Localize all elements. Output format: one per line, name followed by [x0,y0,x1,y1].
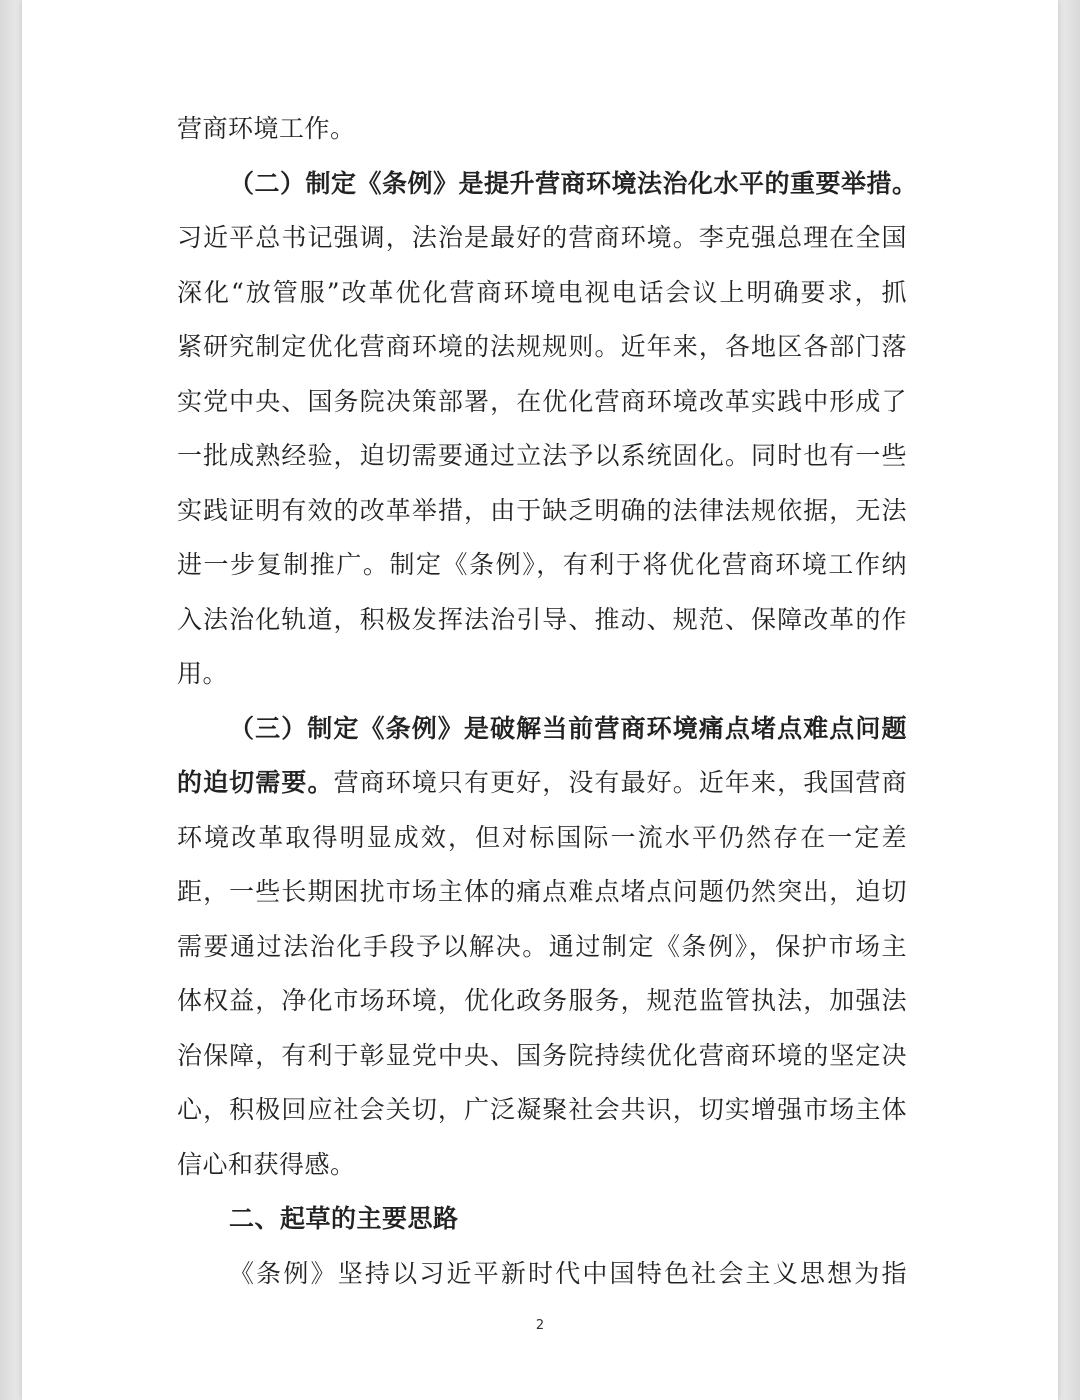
text-line: 体权益，净化市场环境，优化政务服务，规范监管执法，加强法 [177,986,907,1015]
section-heading-3: （三）制定《条例》是破解当前营商环境痛点堵点难点问题 [229,713,907,743]
document-page [22,0,1058,1400]
text-line: 治保障，有利于彰显党中央、国务院持续优化营商环境的坚定决 [177,1040,907,1070]
text-line: 一批成熟经验，迫切需要通过立法予以系统固化。同时也有一些 [177,441,907,470]
text-line: 信心和获得感。 [177,1149,356,1179]
text-line: 进一步复制推广。制定《条例》，有利于将优化营商环境工作纳 [177,550,907,579]
page-body-text [177,102,918,1301]
text-line: 实践证明有效的改革举措，由于缺乏明确的法律法规依据，无法 [177,495,907,525]
text-line: 环境改革取得明显成效，但对标国际一流水平仍然存在一定差 [177,822,907,852]
text-line: 深化“放管服”改革优化营商环境电视电话会议上明确要求，抓 [177,277,907,307]
text-line: 入法治化轨道，积极发挥法治引导、推动、规范、保障改革的作 [177,604,907,634]
page-number: 2 [535,1318,545,1333]
chapter-heading: 二、起草的主要思路 [229,1204,459,1233]
section-heading-2: （二）制定《条例》是提升营商环境法治化水平的重要举措。 [229,168,918,198]
text-line: 实党中央、国务院决策部署，在优化营商环境改革实践中形成了 [177,386,907,416]
text-line: 心，积极回应社会关切，广泛凝聚社会共识，切实增强市场主体 [177,1095,907,1124]
text-line: 距，一些长期困扰市场主体的痛点难点堵点问题仍然突出，迫切 [177,877,907,906]
text-line: 需要通过法治化手段予以解决。通过制定《条例》，保护市场主 [177,931,907,961]
text-line: 营商环境工作。 [177,114,356,143]
text-line: 用。 [177,659,229,688]
text-line: 习近平总书记强调，法治是最好的营商环境。李克强总理在全国 [177,223,907,252]
text-line: 紧研究制定优化营商环境的法规规则。近年来，各地区各部门落 [177,332,907,361]
text-line: 《条例》坚持以习近平新时代中国特色社会主义思想为指 [229,1258,907,1288]
text-line: 的迫切需要。营商环境只有更好，没有最好。近年来，我国营商 [177,768,907,797]
